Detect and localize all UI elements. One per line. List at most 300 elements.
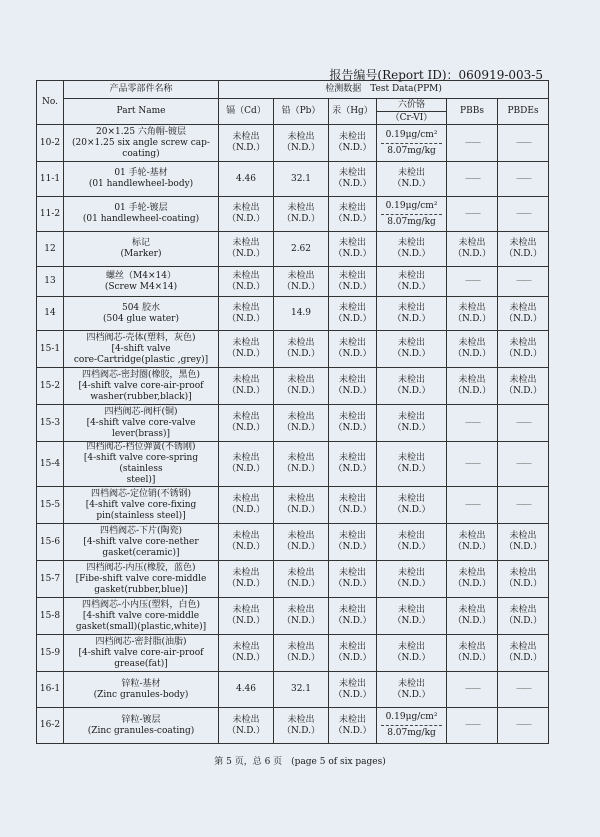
nd-text: 未检出	[397, 642, 425, 652]
nd-text: （N.D.）	[333, 505, 372, 515]
part-name	[64, 635, 219, 672]
cell-pbbs	[447, 297, 498, 331]
nd-text: 未检出	[509, 531, 537, 541]
header-hg: 汞（Hg）	[329, 99, 377, 125]
cell-pbbs	[447, 708, 498, 744]
dash-mark: ——	[465, 499, 479, 510]
cell-pbdes	[498, 368, 549, 405]
cell-pbdes	[498, 197, 549, 232]
nd-text: 未检出	[509, 642, 537, 652]
nd-text: （N.D.）	[392, 542, 431, 552]
test-data-table	[36, 80, 549, 744]
nd-text: 未检出	[458, 642, 486, 652]
part-name	[64, 561, 219, 598]
nd-text: 未检出	[338, 568, 366, 578]
dash-mark: ——	[465, 208, 479, 219]
nd-text: （N.D.）	[453, 616, 491, 626]
cell-pb: 32.1	[274, 672, 329, 708]
header-pbbs: PBBs	[447, 99, 498, 125]
nd-text: （N.D.）	[282, 505, 320, 515]
row-no: 13	[37, 267, 64, 297]
nd-text: 未检出	[232, 642, 260, 652]
nd-text: 未检出	[338, 338, 366, 348]
cell-pbdes	[498, 708, 549, 744]
cell-hg	[329, 524, 377, 561]
part-name-line: [4-shift valve	[111, 343, 171, 354]
nd-text: 未检出	[458, 605, 486, 615]
nd-text: （N.D.）	[333, 725, 372, 736]
cell-pb	[274, 197, 329, 232]
table-row	[37, 297, 549, 331]
cell-cd	[219, 125, 274, 162]
nd-text: （N.D.）	[453, 579, 491, 589]
nd-text: （N.D.）	[227, 505, 265, 515]
nd-text: 未检出	[232, 238, 260, 248]
nd-text: （N.D.）	[282, 349, 320, 359]
dash-mark: ——	[516, 458, 531, 469]
cell-hg	[329, 405, 377, 442]
cell-pbdes	[498, 331, 549, 368]
cell-cd	[219, 197, 274, 232]
part-name-line: 四档阀芯-档位弹簧(不锈刚)	[86, 442, 196, 452]
nd-text: 未检出	[232, 494, 260, 504]
cell-pbbs	[447, 267, 498, 297]
nd-text: （N.D.）	[333, 423, 372, 433]
cell-pbdes	[498, 297, 549, 331]
cell-pbdes	[498, 125, 549, 162]
nd-text: （N.D.）	[392, 423, 431, 433]
nd-text: 未检出	[287, 494, 315, 504]
cell-pbbs	[447, 162, 498, 197]
nd-text: 未检出	[232, 714, 260, 725]
table-row	[37, 162, 549, 197]
part-name-line: (Screw M4×14)	[104, 281, 178, 292]
cr-surface-value: 0.19μg/cm²	[381, 712, 442, 726]
nd-text: （N.D.）	[282, 281, 320, 292]
dash-mark: ——	[516, 137, 531, 148]
part-name-line: (Marker)	[120, 249, 162, 259]
part-name	[64, 267, 219, 297]
part-name-line: core-Cartridge(plastic ,grey)]	[73, 354, 209, 365]
part-name-line: 螺丝（M4×14）	[106, 270, 176, 281]
row-no: 15-5	[37, 487, 64, 524]
nd-text: 未检出	[232, 412, 260, 422]
nd-text: （N.D.）	[392, 505, 431, 515]
nd-text: （N.D.）	[453, 386, 491, 396]
cell-cd	[219, 405, 274, 442]
nd-text: 未检出	[287, 531, 315, 541]
nd-text: （N.D.）	[504, 249, 542, 259]
nd-text: 未检出	[287, 412, 315, 422]
cell-pb: 14.9	[274, 297, 329, 331]
header-part-cn: 产品零部件名称	[64, 81, 219, 99]
nd-text: 未检出	[338, 375, 366, 385]
cell-pbbs	[447, 672, 498, 708]
header-pbdes: PBDEs	[498, 99, 549, 125]
nd-text: （N.D.）	[282, 579, 320, 589]
cr-mass-value: 8.07mg/kg	[387, 216, 436, 227]
nd-text: （N.D.）	[333, 653, 372, 663]
cell-cr	[377, 598, 447, 635]
nd-text: 未检出	[397, 678, 425, 689]
cell-pb	[274, 442, 329, 487]
part-name-line: (Zinc granules-body)	[93, 689, 189, 700]
row-no: 11-2	[37, 197, 64, 232]
nd-text: 未检出	[232, 270, 260, 281]
table-row	[37, 267, 549, 297]
row-no: 16-2	[37, 708, 64, 744]
cell-pb	[274, 405, 329, 442]
dash-mark: ——	[516, 208, 531, 219]
table-row	[37, 232, 549, 267]
part-name-line: gasket(ceramic)]	[102, 547, 180, 558]
cell-pbdes	[498, 561, 549, 598]
nd-text: （N.D.）	[504, 386, 542, 396]
cell-cd	[219, 267, 274, 297]
nd-text: 未检出	[458, 338, 486, 348]
dash-mark: ——	[516, 276, 531, 286]
nd-text: 未检出	[287, 605, 315, 615]
cell-pb: 32.1	[274, 162, 329, 197]
part-name-line: 四档阀芯-密封脂(油脂)	[95, 636, 187, 647]
cell-cr	[377, 297, 447, 331]
report-id: 报告编号(Report ID)：060919-003-5	[329, 68, 543, 82]
part-name	[64, 524, 219, 561]
cell-pbbs	[447, 405, 498, 442]
part-name-line: 四档阀芯-密封圈(橡胶，黑色)	[81, 369, 201, 380]
nd-text: 未检出	[397, 238, 425, 248]
nd-text: （N.D.）	[392, 349, 431, 359]
nd-text: 未检出	[397, 494, 425, 504]
nd-text: 未检出	[397, 531, 425, 541]
nd-text: （N.D.）	[392, 313, 431, 324]
cell-pbbs	[447, 368, 498, 405]
cell-pb	[274, 598, 329, 635]
nd-text: 未检出	[232, 203, 260, 213]
nd-text: （N.D.）	[282, 616, 320, 626]
nd-text: （N.D.）	[227, 616, 265, 626]
nd-text: 未检出	[287, 714, 315, 725]
nd-text: 未检出	[397, 605, 425, 615]
row-no: 10-2	[37, 125, 64, 162]
dash-mark: ——	[465, 417, 479, 428]
part-name-line: (Zinc granules-coating)	[87, 725, 195, 736]
nd-text: 未检出	[338, 203, 366, 213]
cell-pb	[274, 125, 329, 162]
nd-text: 未检出	[397, 375, 425, 385]
part-name-line: 四档阀芯-小内压(塑料，白色)	[81, 599, 201, 610]
nd-text: （N.D.）	[392, 464, 431, 474]
row-no: 16-1	[37, 672, 64, 708]
cell-cd	[219, 331, 274, 368]
dash-mark: ——	[465, 684, 479, 694]
header-part-en: Part Name	[64, 99, 219, 125]
row-no: 15-9	[37, 635, 64, 672]
part-name	[64, 442, 219, 487]
dash-mark: ——	[516, 417, 531, 428]
nd-text: （N.D.）	[333, 616, 372, 626]
nd-text: （N.D.）	[282, 143, 320, 153]
part-name-line: 锌粒-基材	[121, 678, 161, 689]
nd-text: （N.D.）	[282, 423, 320, 433]
nd-text: 未检出	[338, 238, 366, 248]
nd-text: 未检出	[458, 302, 486, 313]
cell-pb	[274, 635, 329, 672]
cell-cd	[219, 598, 274, 635]
cell-cr	[377, 442, 447, 487]
cell-hg	[329, 125, 377, 162]
cell-cr	[377, 635, 447, 672]
nd-text: （N.D.）	[227, 214, 265, 224]
nd-text: （N.D.）	[333, 313, 372, 324]
part-name-line: steel)]	[126, 475, 156, 485]
dash-mark: ——	[465, 276, 479, 286]
cell-cd	[219, 232, 274, 267]
header-cd: 镉（Cd）	[219, 99, 274, 125]
row-no: 15-3	[37, 405, 64, 442]
cell-cr	[377, 267, 447, 297]
part-name	[64, 125, 219, 162]
nd-text: 未检出	[397, 168, 425, 178]
nd-text: （N.D.）	[282, 464, 320, 474]
part-name-line: 标记	[131, 238, 150, 248]
part-name	[64, 297, 219, 331]
cell-hg	[329, 331, 377, 368]
part-name-line: 01 手轮-基材	[114, 168, 168, 178]
cell-cd	[219, 524, 274, 561]
row-no: 15-6	[37, 524, 64, 561]
nd-text: （N.D.）	[392, 281, 431, 292]
nd-text: 未检出	[397, 302, 425, 313]
part-name-line: gasket(rubber,blue)]	[94, 584, 188, 595]
cell-hg	[329, 561, 377, 598]
nd-text: （N.D.）	[227, 579, 265, 589]
cell-cd	[219, 561, 274, 598]
cell-cd: 4.46	[219, 672, 274, 708]
nd-text: 未检出	[287, 375, 315, 385]
nd-text: （N.D.）	[282, 386, 320, 396]
nd-text: （N.D.）	[453, 653, 491, 663]
cell-pbdes	[498, 405, 549, 442]
cell-pb	[274, 368, 329, 405]
cell-cr	[377, 232, 447, 267]
cell-hg	[329, 598, 377, 635]
nd-text: 未检出	[232, 568, 260, 578]
part-name-line: gasket(small)(plastic,white)]	[75, 621, 207, 632]
nd-text: 未检出	[232, 338, 260, 348]
cell-cd: 4.46	[219, 162, 274, 197]
row-no: 15-4	[37, 442, 64, 487]
cell-cd	[219, 635, 274, 672]
nd-text: 未检出	[458, 375, 486, 385]
cell-hg	[329, 672, 377, 708]
part-name-line: 四档阀芯-下片(陶瓷)	[99, 525, 183, 536]
cell-hg	[329, 635, 377, 672]
nd-text: （N.D.）	[392, 616, 431, 626]
table-row	[37, 635, 549, 672]
nd-text: （N.D.）	[227, 653, 265, 663]
nd-text: （N.D.）	[282, 725, 320, 736]
nd-text: 未检出	[509, 238, 537, 248]
cell-pbbs	[447, 125, 498, 162]
cell-hg	[329, 197, 377, 232]
nd-text: 未检出	[509, 568, 537, 578]
table-row	[37, 368, 549, 405]
part-name-line: (01 handlewheel-body)	[88, 179, 194, 189]
part-name-line: 20×1.25 六角帽-镀层	[96, 126, 186, 137]
nd-text: 未检出	[287, 203, 315, 213]
cell-pbbs	[447, 598, 498, 635]
cell-hg	[329, 487, 377, 524]
cell-cr	[377, 561, 447, 598]
nd-text: 未检出	[397, 453, 425, 463]
nd-text: （N.D.）	[392, 249, 431, 259]
nd-text: （N.D.）	[333, 349, 372, 359]
cell-hg	[329, 708, 377, 744]
header-no: No.	[37, 81, 64, 125]
nd-text: （N.D.）	[333, 542, 372, 552]
table-row	[37, 331, 549, 368]
cell-pb	[274, 487, 329, 524]
table-row	[37, 125, 549, 162]
nd-text: 未检出	[287, 270, 315, 281]
nd-text: （N.D.）	[333, 386, 372, 396]
cell-pbbs	[447, 331, 498, 368]
row-no: 11-1	[37, 162, 64, 197]
part-name	[64, 487, 219, 524]
part-name-line: [4-shift valve core-middle	[82, 610, 200, 621]
cell-pbdes	[498, 487, 549, 524]
nd-text: （N.D.）	[227, 249, 265, 259]
part-name-line: washer(rubber,black)]	[90, 391, 192, 402]
cr-surface-value: 0.19μg/cm²	[381, 201, 442, 215]
cell-pb	[274, 708, 329, 744]
cell-cr	[377, 487, 447, 524]
cell-pbdes	[498, 672, 549, 708]
nd-text: （N.D.）	[333, 689, 372, 700]
cell-cd	[219, 487, 274, 524]
table-row	[37, 405, 549, 442]
nd-text: 未检出	[397, 338, 425, 348]
part-name-line: lever(brass)]	[111, 428, 171, 439]
part-name-line: coating)	[122, 148, 160, 159]
table-row	[37, 598, 549, 635]
cr-surface-value: 0.19μg/cm²	[381, 130, 442, 144]
cell-pb: 2.62	[274, 232, 329, 267]
nd-text: （N.D.）	[453, 249, 491, 259]
part-name-line: [4-shift valve core-air-proof	[78, 647, 204, 658]
part-name-line: 四档阀芯-壳体(塑料，灰色)	[86, 332, 196, 343]
nd-text: 未检出	[338, 642, 366, 652]
part-name	[64, 162, 219, 197]
cell-pbdes	[498, 267, 549, 297]
part-name	[64, 232, 219, 267]
cell-hg	[329, 162, 377, 197]
nd-text: （N.D.）	[227, 423, 265, 433]
dash-mark: ——	[516, 499, 531, 510]
cell-cd	[219, 297, 274, 331]
dash-mark: ——	[465, 173, 479, 184]
nd-text: （N.D.）	[227, 725, 265, 736]
cell-hg	[329, 442, 377, 487]
cell-pbdes	[498, 232, 549, 267]
table-row	[37, 524, 549, 561]
part-name-line: 01 手轮-镀层	[114, 203, 168, 213]
dash-mark: ——	[465, 720, 479, 730]
nd-text: 未检出	[287, 132, 315, 142]
part-name-line: 504 胶水	[121, 302, 161, 313]
nd-text: 未检出	[397, 270, 425, 281]
part-name	[64, 331, 219, 368]
nd-text: 未检出	[287, 642, 315, 652]
nd-text: （N.D.）	[282, 214, 320, 224]
nd-text: （N.D.）	[453, 542, 491, 552]
part-name-line: (01 handlewheel-coating)	[82, 214, 200, 224]
cell-hg	[329, 267, 377, 297]
nd-text: 未检出	[287, 338, 315, 348]
part-name-line: (504 glue water)	[103, 313, 179, 324]
nd-text: （N.D.）	[227, 386, 265, 396]
cell-hg	[329, 297, 377, 331]
nd-text: （N.D.）	[227, 542, 265, 552]
cell-pbdes	[498, 635, 549, 672]
nd-text: （N.D.）	[282, 653, 320, 663]
part-name	[64, 598, 219, 635]
row-no: 12	[37, 232, 64, 267]
table-row	[37, 708, 549, 744]
nd-text: （N.D.）	[227, 143, 265, 153]
cell-pb	[274, 561, 329, 598]
cell-pbbs	[447, 442, 498, 487]
cell-pb	[274, 331, 329, 368]
cell-cr	[377, 672, 447, 708]
part-name-line: [Fibe-shift valve core-middle	[75, 573, 207, 584]
page-footer: 第 5 页，总 6 页 (page 5 of six pages)	[214, 757, 386, 767]
row-no: 15-7	[37, 561, 64, 598]
nd-text: 未检出	[232, 132, 260, 142]
part-name	[64, 368, 219, 405]
dash-mark: ——	[465, 458, 479, 469]
cell-pb	[274, 267, 329, 297]
nd-text: （N.D.）	[504, 313, 542, 324]
nd-text: （N.D.）	[333, 281, 372, 292]
dash-mark: ——	[516, 684, 531, 694]
nd-text: （N.D.）	[392, 579, 431, 589]
cell-cr	[377, 524, 447, 561]
cell-cr	[377, 162, 447, 197]
nd-text: （N.D.）	[333, 179, 372, 189]
cell-pbbs	[447, 487, 498, 524]
part-name-line: pin(stainless steel)]	[96, 510, 186, 521]
nd-text: 未检出	[458, 238, 486, 248]
part-name-line: [4-shift valve core-spring (stainless	[83, 453, 199, 474]
cell-pbbs	[447, 635, 498, 672]
nd-text: 未检出	[458, 568, 486, 578]
nd-text: 未检出	[232, 531, 260, 541]
cell-pbdes	[498, 524, 549, 561]
part-name-line: [4-shift valve core-nether	[83, 536, 199, 547]
part-name-line: 四档阀芯-内压(橡胶，蓝色)	[86, 562, 196, 573]
nd-text: （N.D.）	[392, 689, 431, 700]
dash-mark: ——	[516, 173, 531, 184]
nd-text: 未检出	[338, 270, 366, 281]
nd-text: （N.D.）	[392, 653, 431, 663]
row-no: 15-2	[37, 368, 64, 405]
nd-text: 未检出	[232, 302, 260, 313]
nd-text: （N.D.）	[453, 313, 491, 324]
nd-text: （N.D.）	[227, 281, 265, 292]
nd-text: 未检出	[338, 168, 366, 178]
